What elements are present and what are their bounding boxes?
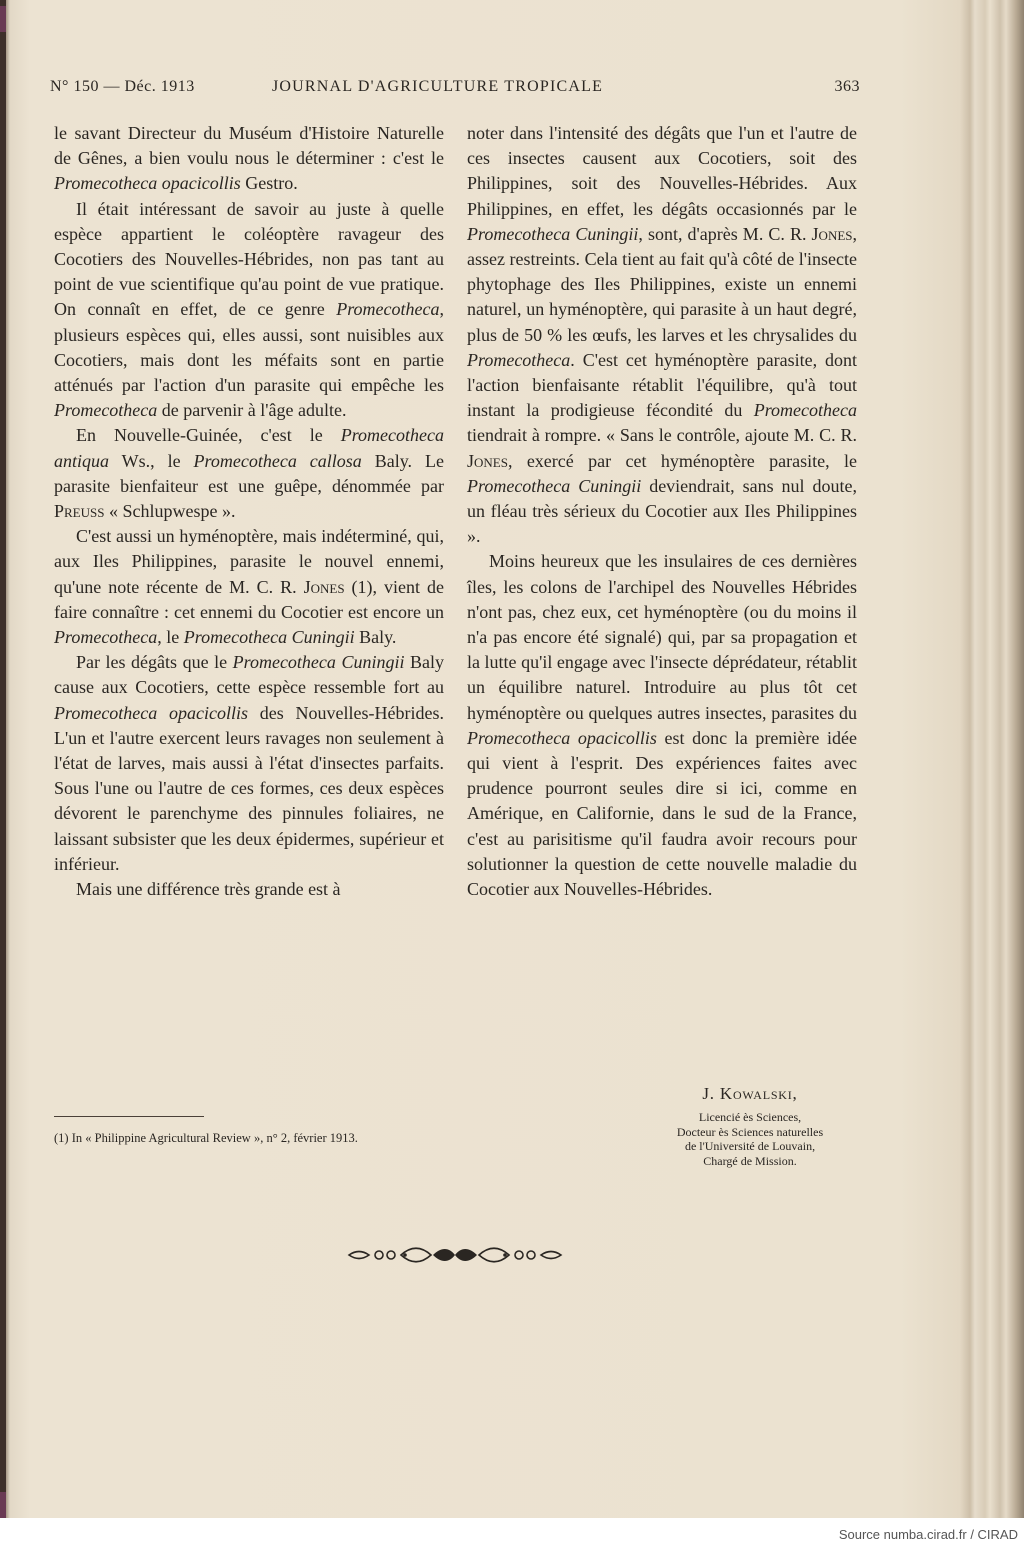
running-header [50,78,860,102]
paragraph: noter dans l'intensité des dégâts que l'un et l'autre de ces insectes causent aux Cocotiers, soit des Philippines, soit des Nouvelles-Hébrides. Aux Philippines, en effet, les dégâts occasionnés par le Promecotheca Cuningii, sont, d'après M. C. R. Jones, assez restreints. Cela tient au fait qu'à côté de l'insecte phytophage des Iles Philippines, existe un ennemi naturel, un hyménoptère, qui parasite à un haut degré, plus de 50 % les œufs, les larves et les chrysalides du Promecotheca. C'est cet hyménoptère parasite, dont l'action bienfaisante rétablit l'équilibre, qu'à tout instant la prodigieuse fécondité du Promecotheca tiendrait à rompre. « Sans le contrôle, ajoute M. C. R. Jones, exercé par cet hyménoptère parasite, le Promecotheca Cuningii deviendrait, sans nul doute, un fléau très sérieux du Cocotier aux Iles Philippines ». [467,123,857,547]
author-title: Docteur ès Sciences naturelles [676,1124,824,1139]
paragraph: Moins heureux que les insulaires de ces dernières îles, les colons de l'archipel des Nouvelles Hébrides n'ont pas, chez eux, cet hyménoptère (ou du moins il n'a pas encore été signalé) qui, par sa propagation et la lutte qu'il engage avec l'insecte déprédateur, rétablit un équilibre naturel. Introduire au plus tôt cet hyménoptère ou quelques autres insectes, parasites du Promecotheca opacicollis est donc la première idée qui vient à l'esprit. Des expériences faites avec prudence pourront seules dire si ici, comme en Amérique, en Californie, dans le sud de la France, c'est au parisitisme qu'il faudra avoir recours pour solutionner la question de cette nouvelle maladie du Cocotier aux Nouvelles-Hébrides. [467,551,857,900]
paragraph: le savant Directeur du Muséum d'Histoire Naturelle de Gênes, a bien voulu nous le déterminer : c'est le Promecotheca opacicollis Gestro. [54,123,444,194]
issue-number: N° 150 — Déc. 1913 [50,78,195,95]
left-column [54,121,444,902]
author-title: Licencié ès Sciences, [698,1110,802,1124]
source-credit: Source numba.cirad.fr / CIRAD [838,1527,1018,1542]
binding-ribbon-bottom [0,1492,6,1518]
binding-ribbon-top [0,6,6,32]
author-name: J. Kowalski, [702,1084,798,1103]
ornament-icon [345,1244,565,1266]
author-affiliation: de l'Université de Louvain, [684,1139,816,1153]
page-number: 363 [834,78,860,95]
journal-title: JOURNAL D'AGRICULTURE TROPICALE [272,78,604,95]
author-role: Chargé de Mission. [703,1153,797,1168]
footnote-rule [54,1116,204,1117]
paragraph: Mais une différence très grande est à [76,879,341,900]
paragraph: Il était intéressant de savoir au juste à quelle espèce appartient le coléoptère ravageur des Cocotiers des Nouvelles-Hébrides, non pas tant au point de vue scientifique qu'au point de vue pratique. On connaît en effet, de ce genre Promecotheca, plusieurs espèces qui, elles aussi, sont nuisibles aux Cocotiers, mais dont les méfaits sont en partie atténués par l'action d'un parasite qui empêche les Promecotheca de parvenir à l'âge adulte. [54,198,444,421]
author-signature [640,1084,860,1168]
right-column [467,121,857,902]
paragraph: Par les dégâts que le Promecotheca Cuningii Baly cause aux Cocotiers, cette espèce ressemble fort au Promecotheca opacicollis des Nouvelles-Hébrides. L'un et l'autre exercent leurs ravages non seulement à l'état de larves, mais aussi à l'état d'insectes parfaits. Sous l'une ou l'autre de ces formes, ces deux espèces dévorent le parenchyme des pinnules foliaires, ne laissant subsister que les deux épidermes, supérieur et inférieur. [54,652,445,874]
footnote: (1) In « Philippine Agricultural Review », n° 2, février 1913. [54,1131,358,1145]
book-binding-edge [0,0,6,1518]
paragraph: C'est aussi un hyménoptère, mais indéterminé, qui, aux Iles Philippines, parasite le nouvel ennemi, qu'une note récente de M. C. R. Jones (1), vient de faire connaître : cet ennemi du Cocotier est encore un Promecotheca, le Promecotheca Cuningii Baly. [54,526,444,648]
paragraph: En Nouvelle-Guinée, c'est le Promecotheca antiqua Ws., le Promecotheca callosa Baly. Le parasite bienfaiteur est une guêpe, dénommée par Preuss « Schlupwespe ». [54,425,444,522]
